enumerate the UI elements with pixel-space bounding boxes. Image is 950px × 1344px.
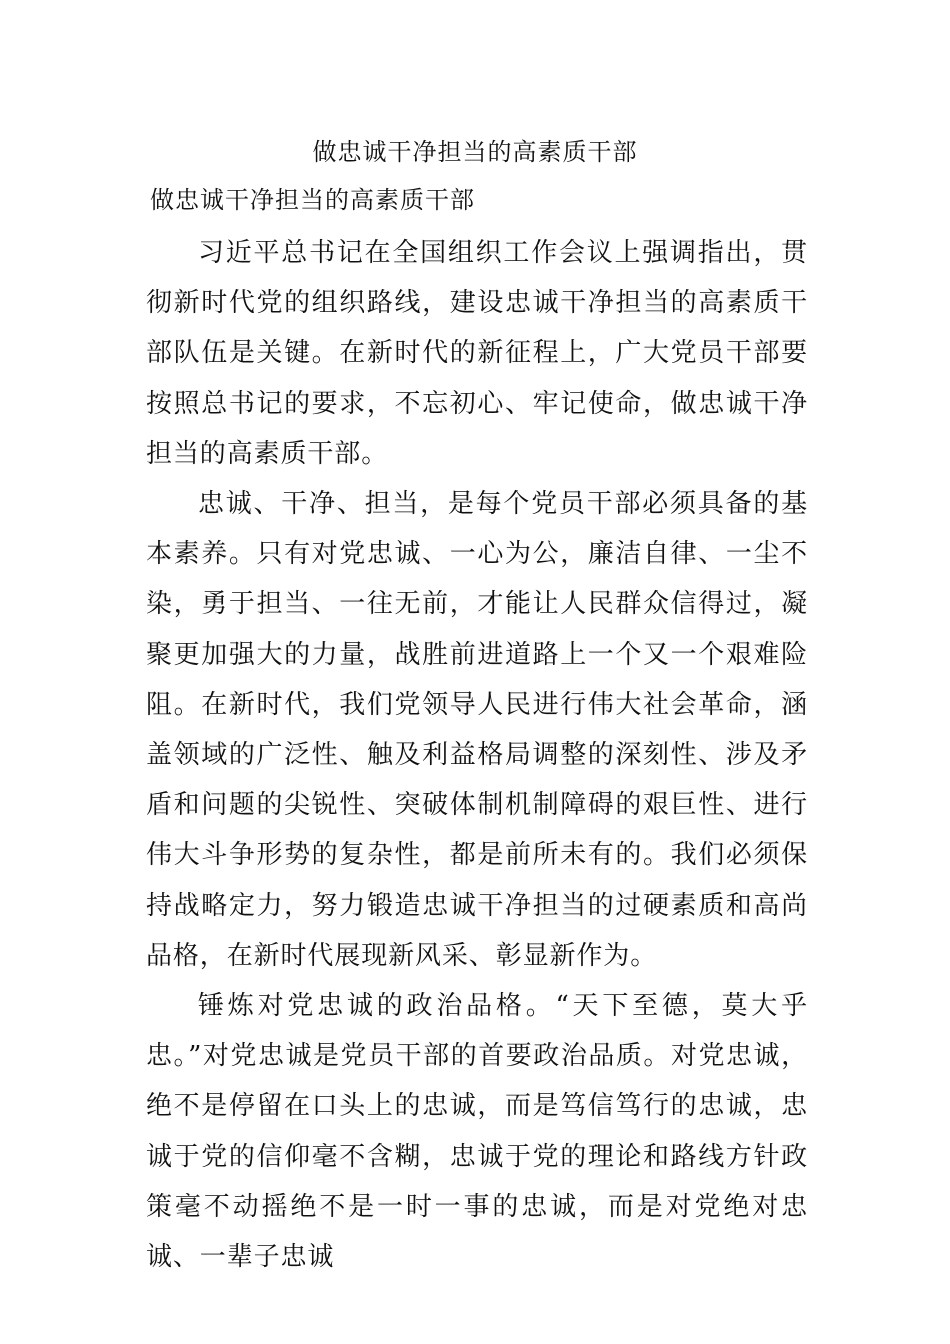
document-body xyxy=(146,228,808,1282)
paragraph-loyalty: 锤炼对党忠诚的政治品格。“天下至德，莫大乎忠。”对党忠诚是党员干部的首要政治品质。对党忠诚，绝不是停留在口头上的忠诚，而是笃信笃行的忠诚，忠诚于党的信仰毫不含糊，忠诚于党的理论和路线方针政策毫不动摇绝不是一时一事的忠诚，而是对党绝对忠诚、一辈子忠诚 xyxy=(146,991,808,1273)
paragraph-intro: 习近平总书记在全国组织工作会议上强调指出，贯彻新时代党的组织路线，建设忠诚干净担当的高素质干部队伍是关键。在新时代的新征程上，广大党员干部要按照总书记的要求，不忘初心、牢记使命，做忠诚干净担当的高素质干部。 xyxy=(146,238,808,469)
document-title: 做忠诚干净担当的高素质干部 xyxy=(312,138,638,166)
paragraph-qualities: 忠诚、干净、担当，是每个党员干部必须具备的基本素养。只有对党忠诚、一心为公，廉洁自律、一尘不染，勇于担当、一往无前，才能让人民群众信得过，凝聚更加强大的力量，战胜前进道路上一个又一个艰难险阻。在新时代，我们党领导人民进行伟大社会革命，涵盖领域的广泛性、触及利益格局调整的深刻性、涉及矛盾和问题的尖锐性、突破体制机制障碍的艰巨性、进行伟大斗争形势的复杂性，都是前所未有的。我们必须保持战略定力，努力锻造忠诚干净担当的过硬素质和高尚品格，在新时代展现新风采、彰显新作为。 xyxy=(146,489,808,971)
document-subtitle: 做忠诚干净担当的高素质干部 xyxy=(150,186,475,214)
